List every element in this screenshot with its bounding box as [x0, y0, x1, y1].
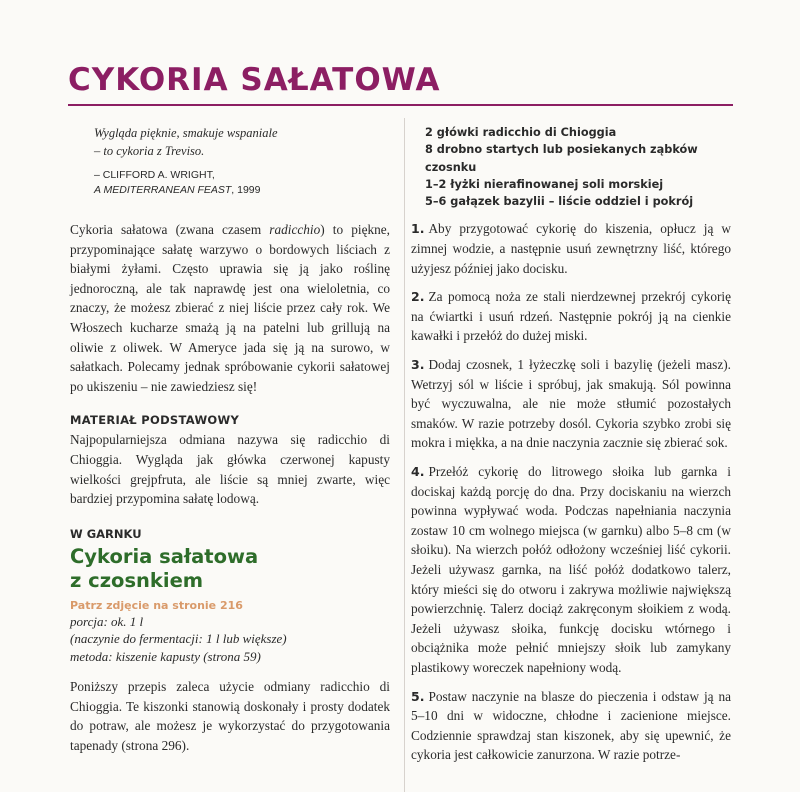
step-2: [411, 287, 731, 346]
left-column: [70, 124, 390, 756]
intro-text-2: ) to piękne, przypominające sałatę warzywo o bordowych liściach z białymi żyłami. Często uprawia się ją jako roślinę jednoroczną, ale tak naprawdę jest ona wieloletnia, co znaczy, że możesz zbierać z niej liście przez cały rok. We Włoszech kucharze smażą ją na patelni lub grillują na oliwie z oliwek. W Ameryce jada się ją na surowo, w sałatkach. Polecamy jednak spróbowanie cykorii sałatowej po ukiszeniu – nie zawiedziesz się!: [70, 222, 390, 394]
ingredient-item: 1–2 łyżki nierafinowanej soli morskiej: [425, 177, 664, 191]
recipe-vessel: (naczynie do fermentacji: 1 l lub większe): [70, 631, 287, 647]
epigraph-book: A MEDITERRANEAN FEAST: [94, 184, 232, 196]
step-number: 3.: [411, 357, 425, 373]
step-text: Dodaj czosnek, 1 łyżeczkę soli i bazylię (jeżeli masz). Wetrzyj sól w liście i spróbuj, jak smakują. Sól powinna być wyczuwalna, ale nie może stłumić pozostałych smaków. W razie potrzeby dosól. Cykoria szybko zrobi się mokra i miękka, a na dnie naczynia zacznie się zbierać sok.: [411, 357, 731, 451]
step-5: [411, 687, 731, 765]
step-number: 4.: [411, 464, 425, 480]
method-heading: W GARNKU: [70, 526, 142, 541]
recipe-title: [70, 545, 390, 593]
step-4: [411, 462, 731, 678]
ingredients-list: [425, 124, 731, 210]
step-text: Postaw naczynie na blasze do pieczenia i odstaw ją na 5–10 dni w widoczne, chłodne i zacienione miejsce. Codziennie sprawdzaj stan kiszonek, aby się upewnić, że cykoria jest całkowicie zanurzona. W razie potrze-: [411, 688, 731, 763]
page-title: CYKORIA SAŁATOWA: [68, 62, 441, 98]
step-number: 5.: [411, 688, 425, 704]
step-3: [411, 355, 731, 453]
column-divider: [404, 118, 405, 792]
recipe-title-line-2: z czosnkiem: [70, 568, 204, 592]
intro-radicchio: radicchio: [269, 222, 321, 237]
epigraph-quote: [94, 124, 390, 160]
epigraph-line-2: – to cykoria z Treviso.: [94, 144, 205, 158]
material-heading: MATERIAŁ PODSTAWOWY: [70, 413, 240, 428]
title-underline: [68, 104, 733, 106]
epigraph-year: , 1999: [231, 184, 261, 196]
step-text: Przełóż cykorię do litrowego słoika lub garnka i dociskaj każdą porcję do dna. Przy dociskaniu na wierzch powinna wypływać woda. Podczas napełniania naczynia zostaw 10 cm wolnego miejsca (w garnku) albo 5–8 cm (w słoiku). Na wierzch połóż odłożony wcześniej liść cykorii. Jeżeli używasz garnka, na liść połóż dodatkowo talerz, który mieści się do otworu i zakrywa możliwie największą powierzchnię. Talerz dociąż zakręconym słoikiem z wodą. Jeżeli używasz słoika, funkcję docisku wtórnego i obciążnika może pełnić mniejszy słoik lub zamykany plastikowy woreczek napełniony wodą.: [411, 464, 731, 675]
photo-reference: Patrz zdjęcie na stronie 216: [70, 598, 243, 612]
epigraph-line-1: Wygląda pięknie, smakuje wspaniale: [94, 126, 278, 140]
ingredient-item: 8 drobno startych lub posiekanych ząbków czosnku: [425, 143, 698, 174]
epigraph-author: – CLIFFORD A. WRIGHT,: [94, 169, 215, 181]
material-text: Najpopularniejsza odmiana nazywa się radicchio di Chioggia. Wygląda jak główka czerwonej kapusty wielkości grejpfruta, ale liście są mniej zwarte, więc bardziej przypomina sałatę lodową.: [70, 432, 390, 507]
intro-paragraph: [70, 220, 390, 396]
step-text: Aby przygotować cykorię do kiszenia, opłucz ją w zimnej wodzie, a następnie usuń zewnętrzny liść, którego użyjesz później jako docisku.: [411, 221, 731, 276]
intro-text-1: Cykoria sałatowa (zwana czasem: [70, 222, 270, 237]
recipe-title-line-1: Cykoria sałatowa: [70, 544, 259, 568]
ingredient-item: 5–6 gałązek bazylii – liście oddziel i pokrój: [425, 195, 694, 209]
recipe-note: Poniższy przepis zaleca użycie odmiany radicchio di Chioggia. Te kiszonki stanowią doskonały i prosty dodatek do potraw, ale możesz je wykorzystać do przygotowania tapenady (strona 296).: [70, 679, 390, 753]
recipe-yield: [70, 613, 390, 666]
step-number: 2.: [411, 289, 425, 305]
step-1: [411, 219, 731, 278]
recipe-portion: porcja: ok. 1 l: [70, 613, 144, 629]
epigraph-attribution: [94, 168, 390, 198]
step-text: Za pomocą noża ze stali nierdzewnej przekrój cykorię na ćwiartki i usuń rdzeń. Następnie pokrój ją na cienkie kawałki i przełóż do dużej miski.: [411, 289, 731, 344]
ingredient-item: 2 główki radicchio di Chioggia: [425, 126, 617, 139]
step-number: 1.: [411, 221, 425, 237]
right-column: [411, 124, 731, 765]
recipe-method-note: metoda: kiszenie kapusty (strona 59): [70, 648, 261, 664]
